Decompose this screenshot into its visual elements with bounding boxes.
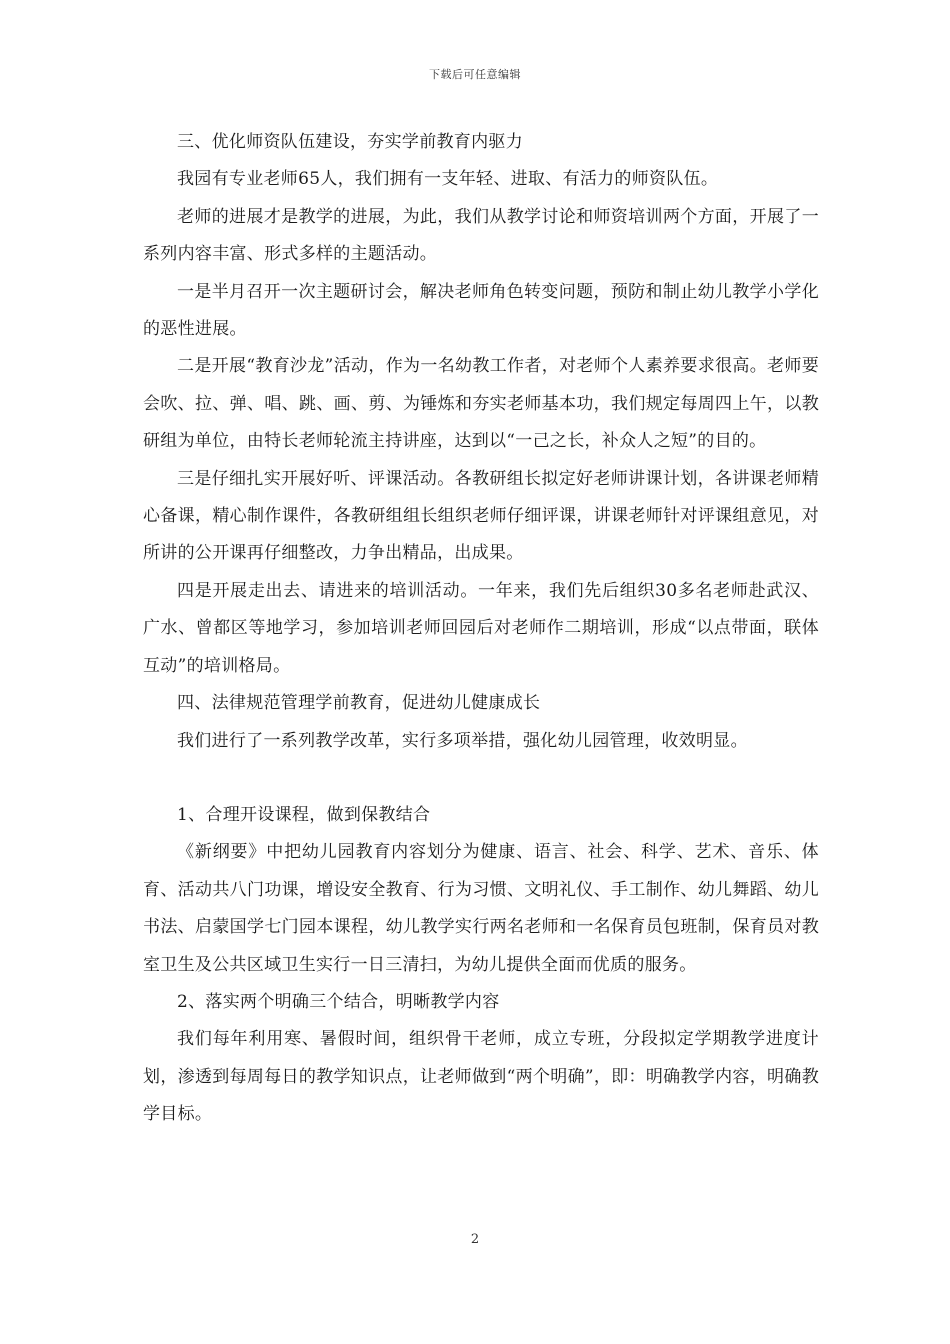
page-number: 2 (470, 1232, 480, 1247)
document-body (143, 124, 819, 1134)
paragraph: 我园有专业老师65人，我们拥有一支年轻、进取、有活力的师资队伍。 (177, 169, 719, 190)
subsection-heading-1: 1、合理开设课程，做到保教结合 (177, 804, 431, 825)
paragraph: 老师的进展才是教学的进展，为此，我们从教学讨论和师资培训两个方面，开展了一系列内容丰富、形式多样的主题活动。 (143, 206, 819, 265)
paragraph: 《新纲要》中把幼儿园教育内容划分为健康、语言、社会、科学、艺术、音乐、体育、活动共八门功课，增设安全教育、行为习惯、文明礼仪、手工制作、幼儿舞蹈、幼儿书法、启蒙国学七门园本课程，幼儿教学实行两名老师和一名保育员包班制，保育员对教室卫生及公共区域卫生实行一日三清扫，为幼儿提供全面而优质的服务。 (143, 842, 819, 975)
paragraph: 三是仔细扎实开展好听、评课活动。各教研组长拟定好老师讲课计划，各讲课老师精心备课，精心制作课件，各教研组组长组织老师仔细评课，讲课老师针对评课组意见，对所讲的公开课再仔细整改，力争出精品，出成果。 (143, 468, 819, 564)
page-header: 下载后可任意编辑 (429, 68, 521, 81)
paragraph: 二是开展“教育沙龙”活动，作为一名幼教工作者，对老师个人素养要求很高。老师要会吹、拉、弹、唱、跳、画、剪、为锤炼和夯实老师基本功，我们规定每周四上午，以教研组为单位，由特长老师轮流主持讲座，达到以“一己之长，补众人之短”的目的。 (143, 356, 819, 452)
paragraph: 我们进行了一系列教学改革，实行多项举措，强化幼儿园管理，收效明显。 (177, 730, 748, 751)
subsection-heading-2: 2、落实两个明确三个结合，明晰教学内容 (177, 991, 500, 1012)
paragraph: 我们每年利用寒、暑假时间，组织骨干老师，成立专班，分段拟定学期教学进度计划，渗透到每周每日的教学知识点，让老师做到“两个明确”，即：明确教学内容，明确教学目标。 (143, 1029, 819, 1125)
paragraph: 一是半月召开一次主题研讨会，解决老师角色转变问题，预防和制止幼儿教学小学化的恶性进展。 (143, 281, 819, 340)
section-heading-4: 四、法律规范管理学前教育，促进幼儿健康成长 (177, 693, 541, 714)
section-heading-3: 三、优化师资队伍建设，夯实学前教育内驱力 (177, 132, 523, 152)
paragraph: 四是开展走出去、请进来的培训活动。一年来，我们先后组织30多名老师赴武汉、广水、曾都区等地学习，参加培训老师回园后对老师作二期培训，形成“以点带面，联体互动”的培训格局。 (143, 580, 819, 676)
